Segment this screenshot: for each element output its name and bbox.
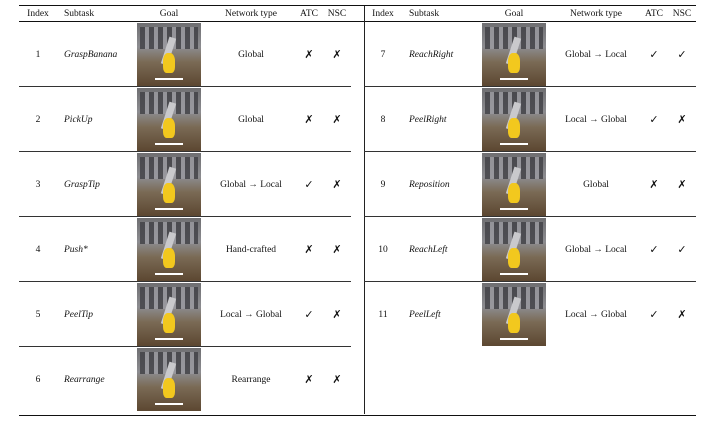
row-atc-mark: ✓ bbox=[304, 309, 314, 321]
row-nsc-mark: ✗ bbox=[332, 114, 342, 126]
row-subtask: ReachRight bbox=[409, 49, 454, 60]
goal-image bbox=[482, 218, 546, 281]
row-network-type: Global bbox=[238, 114, 264, 125]
table-row bbox=[364, 152, 696, 217]
row-subtask: GraspTip bbox=[64, 179, 100, 190]
goal-image-cell bbox=[136, 347, 202, 412]
row-subtask: ReachLeft bbox=[409, 244, 448, 255]
row-index: 5 bbox=[35, 309, 41, 320]
subtask-table bbox=[19, 5, 696, 416]
goal-image bbox=[137, 153, 201, 216]
row-index: 1 bbox=[35, 49, 41, 60]
row-index: 10 bbox=[378, 244, 388, 255]
row-atc-mark: ✗ bbox=[649, 179, 659, 191]
table-row bbox=[364, 22, 696, 87]
goal-image-cell bbox=[136, 152, 202, 217]
goal-image-cell bbox=[136, 282, 202, 347]
row-subtask: PickUp bbox=[64, 114, 93, 125]
row-index: 6 bbox=[35, 374, 41, 385]
row-subtask: Reposition bbox=[409, 179, 450, 190]
row-subtask: GraspBanana bbox=[64, 49, 118, 60]
header-subtask-right: Subtask bbox=[409, 9, 440, 19]
goal-image bbox=[137, 283, 201, 346]
row-network-type: Local → Global bbox=[565, 114, 627, 125]
goal-image bbox=[482, 23, 546, 86]
row-atc-mark: ✓ bbox=[649, 309, 659, 321]
header-atc-left: ATC bbox=[300, 9, 318, 19]
row-subtask: PeelLeft bbox=[409, 309, 441, 320]
goal-image bbox=[137, 348, 201, 411]
row-nsc-mark: ✗ bbox=[332, 49, 342, 61]
row-nsc-mark: ✗ bbox=[677, 179, 687, 191]
row-index: 7 bbox=[380, 49, 386, 60]
goal-image bbox=[482, 283, 546, 346]
header-nsc-right: NSC bbox=[672, 9, 692, 19]
row-network-type: Global bbox=[583, 179, 609, 190]
row-atc-mark: ✓ bbox=[649, 49, 659, 61]
goal-image-cell bbox=[136, 217, 202, 282]
row-subtask: Rearrange bbox=[64, 374, 105, 385]
row-nsc-mark: ✗ bbox=[332, 309, 342, 321]
row-network-type: Global bbox=[238, 49, 264, 60]
row-index: 3 bbox=[35, 179, 41, 190]
header-network-type-left: Network type bbox=[225, 9, 277, 19]
header-goal-right: Goal bbox=[504, 9, 524, 19]
goal-image-cell bbox=[481, 22, 547, 87]
row-atc-mark: ✓ bbox=[649, 114, 659, 126]
table-bottom-rule bbox=[19, 415, 696, 416]
goal-image bbox=[137, 88, 201, 151]
goal-image bbox=[482, 88, 546, 151]
row-network-type: Rearrange bbox=[231, 374, 271, 385]
row-network-type: Local → Global bbox=[220, 309, 282, 320]
header-subtask-left: Subtask bbox=[64, 9, 95, 19]
table-row bbox=[364, 282, 696, 347]
row-atc-mark: ✗ bbox=[304, 114, 314, 126]
goal-image-cell bbox=[136, 22, 202, 87]
goal-image-cell bbox=[481, 282, 547, 347]
row-nsc-mark: ✗ bbox=[332, 244, 342, 256]
row-atc-mark: ✓ bbox=[649, 244, 659, 256]
row-nsc-mark: ✗ bbox=[332, 374, 342, 386]
table-row bbox=[19, 87, 351, 152]
header-goal-left: Goal bbox=[159, 9, 179, 19]
table-row bbox=[364, 87, 696, 152]
row-atc-mark: ✗ bbox=[304, 244, 314, 256]
table-row bbox=[364, 217, 696, 282]
row-network-type: Global → Local bbox=[565, 244, 627, 255]
goal-image-cell bbox=[481, 217, 547, 282]
row-subtask: PeelRight bbox=[409, 114, 447, 125]
row-network-type: Local → Global bbox=[565, 309, 627, 320]
goal-image bbox=[137, 23, 201, 86]
row-network-type: Global → Local bbox=[220, 179, 282, 190]
table-row bbox=[19, 282, 351, 347]
header-index-left: Index bbox=[27, 9, 49, 19]
row-nsc-mark: ✓ bbox=[677, 49, 687, 61]
row-index: 11 bbox=[378, 309, 388, 320]
row-nsc-mark: ✗ bbox=[677, 114, 687, 126]
row-subtask: Push* bbox=[64, 244, 88, 255]
row-network-type: Hand-crafted bbox=[225, 244, 277, 255]
row-atc-mark: ✗ bbox=[304, 374, 314, 386]
goal-image-cell bbox=[136, 87, 202, 152]
header-index-right: Index bbox=[372, 9, 394, 19]
row-nsc-mark: ✓ bbox=[677, 244, 687, 256]
row-index: 4 bbox=[35, 244, 41, 255]
row-network-type: Global → Local bbox=[565, 49, 627, 60]
row-atc-mark: ✗ bbox=[304, 49, 314, 61]
header-atc-right: ATC bbox=[645, 9, 663, 19]
row-index: 8 bbox=[380, 114, 386, 125]
row-index: 9 bbox=[380, 179, 386, 190]
table-row bbox=[19, 22, 351, 87]
row-index: 2 bbox=[35, 114, 41, 125]
table-row bbox=[19, 152, 351, 217]
row-nsc-mark: ✗ bbox=[332, 179, 342, 191]
header-nsc-left: NSC bbox=[327, 9, 347, 19]
header-network-type-right: Network type bbox=[570, 9, 622, 19]
table-row bbox=[19, 217, 351, 282]
table-row bbox=[19, 347, 351, 412]
row-nsc-mark: ✗ bbox=[677, 309, 687, 321]
row-atc-mark: ✓ bbox=[304, 179, 314, 191]
goal-image bbox=[137, 218, 201, 281]
goal-image-cell bbox=[481, 152, 547, 217]
goal-image bbox=[482, 153, 546, 216]
goal-image-cell bbox=[481, 87, 547, 152]
row-subtask: PeelTip bbox=[64, 309, 94, 320]
